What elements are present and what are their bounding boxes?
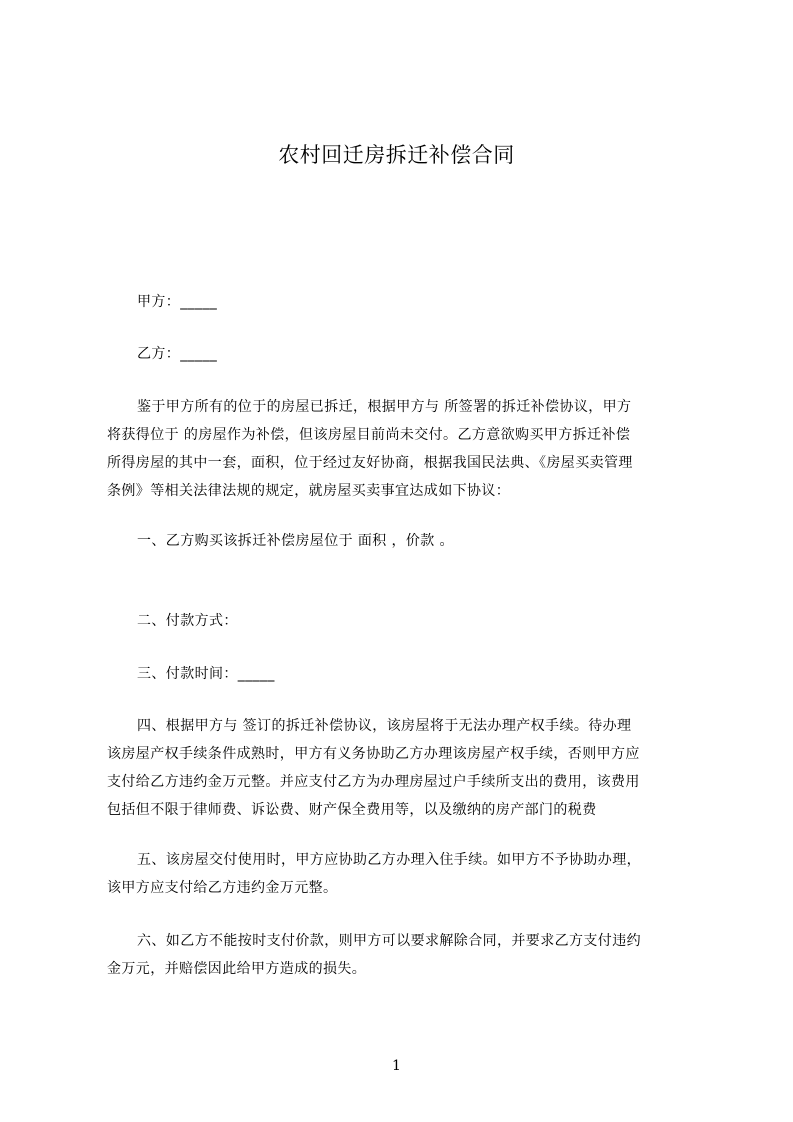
paragraph-line: 该甲方应支付给乙方违约金万元整。 [107,880,338,896]
paragraph-line: 条例》等相关法律法规的规定，就房屋买卖事宜达成如下协议： [107,483,511,499]
clause-2: 二、付款方式： [137,613,238,629]
paragraph-line: 六、如乙方不能按时支付价款，则甲方可以要求解除合同，并要求乙方支付违约 [137,933,641,949]
party-a-line: 甲方：_____ [137,294,218,310]
clause-1: 一、乙方购买该拆迁补偿房屋位于 面积 ，价款 。 [137,533,454,549]
paragraph-line: 支付给乙方违约金万元整。并应支付乙方为办理房屋过户手续所支出的费用，该费用 [107,774,640,790]
paragraph-line: 四、根据甲方与 签订的拆迁补偿协议，该房屋将于无法办理产权手续。待办理 [137,718,632,734]
paragraph-line: 将获得位于 的房屋作为补偿，但该房屋目前尚未交付。乙方意欲购买甲方拆迁补偿 [107,427,631,443]
paragraph-line: 所得房屋的其中一套，面积，位于经过友好协商，根据我国民法典、《房屋买卖管理 [107,455,633,471]
page-number: 1 [392,1058,401,1074]
paragraph-line: 五、该房屋交付使用时，甲方应协助乙方办理入住手续。如甲方不予协助办理， [137,852,641,868]
party-b-line: 乙方：_____ [137,346,218,362]
document-title: 农村回迁房拆迁补偿合同 [278,143,515,167]
paragraph-line: 包括但不限于律师费、诉讼费、财产保全费用等，以及缴纳的房产部门的税费 [107,802,597,818]
paragraph-line: 该房屋产权手续条件成熟时，甲方有义务协助乙方办理该房屋产权手续，否则甲方应 [107,746,640,762]
clause-3: 三、付款时间：_____ [137,666,275,682]
paragraph-line: 鉴于甲方所有的位于的房屋已拆迁，根据甲方与 所签署的拆迁补偿协议，甲方 [137,399,632,415]
paragraph-line: 金万元，并赔偿因此给甲方造成的损失。 [107,961,367,977]
